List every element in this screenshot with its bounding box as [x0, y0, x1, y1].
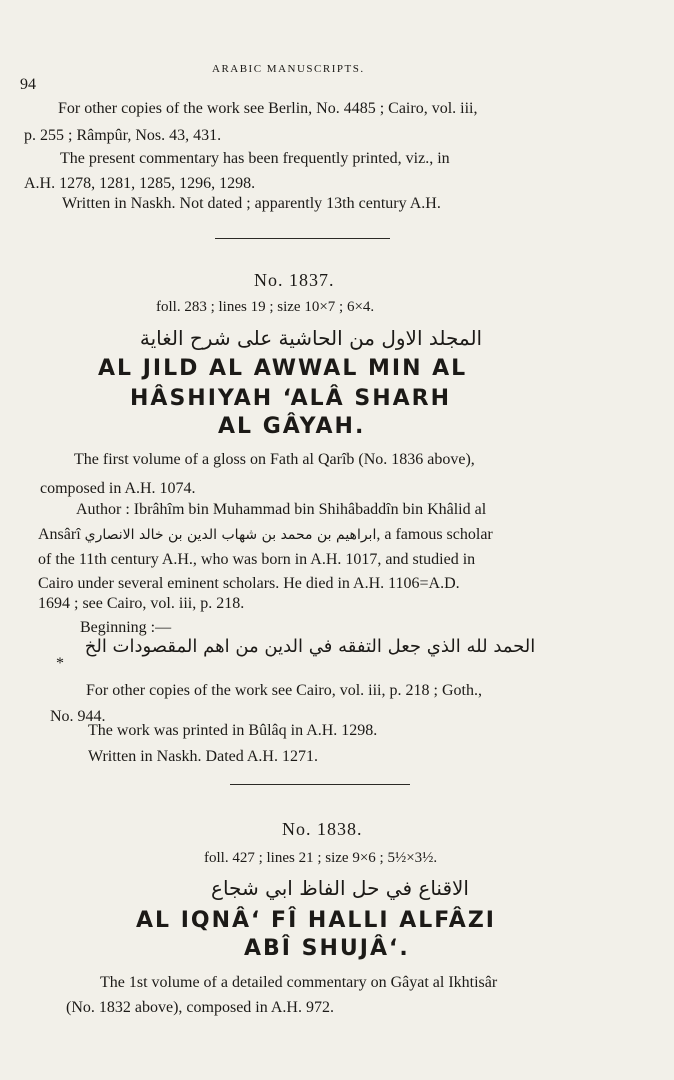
entry-1837-p1-line-1: The first volume of a gloss on Fath al Qarîb (No. 1836 above), [74, 451, 475, 468]
entry-meta-1838: foll. 427 ; lines 21 ; size 9×6 ; 5½×3½. [204, 850, 438, 866]
entry-number-1838: No. 1838. [282, 819, 363, 839]
entry-1837-p2-line-2 [38, 525, 493, 545]
entry-1837-p2-line-1: Author : Ibrâhîm bin Muhammad bin Shihâbaddîn bin Khâlid al [76, 501, 487, 518]
entry-number-1837: No. 1837. [254, 270, 335, 290]
author-desc: , a famous scholar [376, 526, 493, 543]
entry-1837-p4: The work was printed in Bûlâq in A.H. 1298. [88, 722, 378, 739]
page-number: 94 [20, 76, 36, 93]
top-line-4: A.H. 1278, 1281, 1285, 1296, 1298. [24, 175, 256, 192]
section-divider-2 [230, 784, 410, 785]
title-1837-line-3: AL GÂYAH. [218, 414, 366, 439]
entry-1837-p3-line-2: No. 944. [50, 708, 106, 725]
beginning-arabic: الحمد لله الذي جعل التفقه في الدين من اهم المقصودات الخ [84, 636, 536, 657]
top-line-5: Written in Naskh. Not dated ; apparently 13th century A.H. [62, 195, 441, 212]
entry-1837-p3-line-1: For other copies of the work see Cairo, vol. iii, p. 218 ; Goth., [86, 682, 482, 699]
top-line-1: For other copies of the work see Berlin, No. 4485 ; Cairo, vol. iii, [58, 100, 478, 117]
beginning-label: Beginning :— [80, 619, 172, 636]
title-1838-line-1: AL IQNÂ‘ FÎ HALLI ALFÂZI [136, 908, 496, 933]
entry-1837-p1-line-2: composed in A.H. 1074. [40, 480, 196, 497]
entry-1838-p1-line-1: The 1st volume of a detailed commentary on Gâyat al Ikhtisâr [100, 974, 498, 991]
title-1838-line-2: ABÎ SHUJÂ‘. [244, 936, 410, 961]
entry-1838-p1-line-2: (No. 1832 above), composed in A.H. 972. [66, 999, 334, 1016]
title-1837-line-1: AL JILD AL AWWAL MIN AL [98, 356, 468, 381]
top-line-3: The present commentary has been frequently printed, viz., in [60, 150, 450, 167]
section-divider-1 [215, 238, 390, 239]
entry-1837-p2-line-4: Cairo under several eminent scholars. He died in A.H. 1106=A.D. [38, 575, 460, 592]
entry-meta-1837: foll. 283 ; lines 19 ; size 10×7 ; 6×4. [156, 299, 375, 315]
arabic-title-1837: المجلد الاول من الحاشية على شرح الغاية [139, 326, 483, 350]
entry-1837-p2-line-3: of the 11th century A.H., who was born in A.H. 1017, and studied in [38, 551, 476, 568]
arabic-title-1838: الاقناع في حل الفاظ ابي شجاع [211, 876, 469, 900]
title-1837-line-2: HÂSHIYAH ‘ALÂ SHARH [130, 386, 452, 411]
author-arabic-name: ابراهيم بن محمد بن شهاب الدين بن خالد الانصاري [84, 527, 377, 543]
entry-1837-p2-line-5: 1694 ; see Cairo, vol. iii, p. 218. [38, 595, 245, 612]
running-title: ARABIC MANUSCRIPTS. [212, 63, 365, 75]
beginning-star: * [56, 655, 64, 672]
top-line-2: p. 255 ; Râmpûr, Nos. 43, 431. [24, 127, 222, 144]
entry-1837-p5: Written in Naskh. Dated A.H. 1271. [88, 748, 318, 765]
author-nisba: Ansârî [38, 526, 81, 543]
